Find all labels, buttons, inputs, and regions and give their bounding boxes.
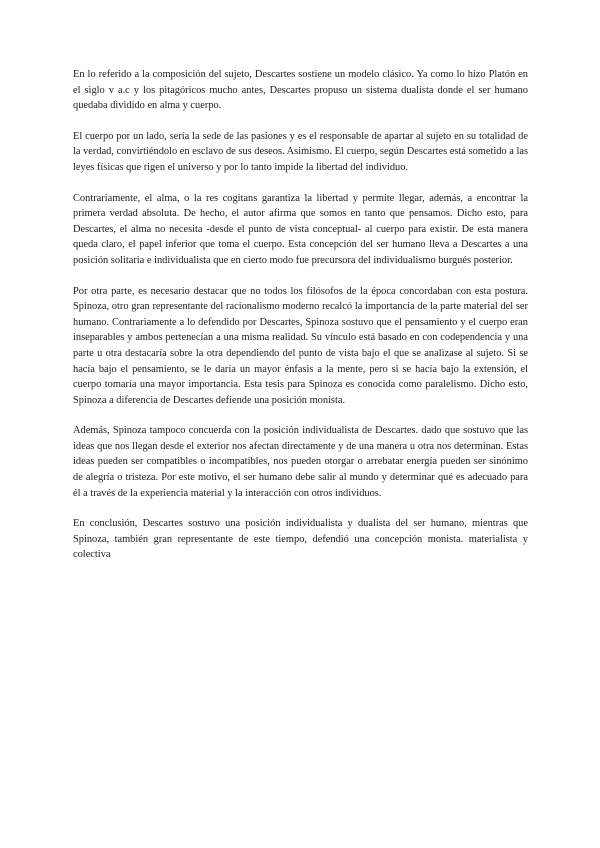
document-body [73, 67, 528, 578]
paragraph-spinoza-paralelismo: Por otra parte, es necesario destacar que no todos los filósofos de la época concordaban con esta postura. Spinoza, otro gran representante del racionalismo moderno recalcó la importancia de la parte material del ser humano. Contrariamente a lo defendido por Descartes, Spinoza sostuvo que el pensamiento y el cuerpo eran inseparables y ambos pertenecían a una misma realidad. Su vínculo está basado en con codependencia y una parte u otra destacaría sobre la otra dependiendo del punto de vista bajo el que se analizase al sujeto. Si se hacía bajo el pensamiento, se le daría un mayor énfasis a la mente, pero si se hacía bajo la extensión, el cuerpo tomaría una mayor importancia. Esta tesis para Spinoza es conocida como paralelismo. Dicho esto, Spinoza a diferencia de Descartes defiende una posición monista. [73, 285, 528, 406]
paragraph-spinoza-individualismo: Además, Spinoza tampoco concuerda con la posición individualista de Descartes. dado que sostuvo que las ideas que nos llegan desde el exterior nos afectan directamente y de una manera u otra nos determinan. Estas ideas pueden ser compatibles o incompatibles, nos pueden otorgar o arrebatar energía pueden ser sinónimo de alegría o tristeza. Por este motivo, el ser humano debe salir al mundo y determinar qué es adecuado para él a través de la experiencia material y la interacción con otros individuos. [73, 425, 528, 499]
paragraph-cuerpo: El cuerpo por un lado, sería la sede de las pasiones y es el responsable de apartar al sujeto en su totalidad de la verdad, convirtiéndolo en esclavo de sus deseos. Asimismo. El cuerpo, según Descartes está sometido a las leyes físicas que rigen el universo y por lo tanto impide la libertad del individuo. [73, 130, 528, 173]
paragraph-conclusion: En conclusión, Descartes sostuvo una posición individualista y dualista del ser humano, mientras que Spinoza, también gran representante de este tiempo, defendió una concepción monista. materialista y colectiva [73, 518, 528, 561]
paragraph-composicion-sujeto: En lo referido a la composición del sujeto, Descartes sostiene un modelo clásico. Ya como lo hizo Platón en el siglo v a.c y los pitagóricos mucho antes, Descartes propuso un sistema dualista donde el ser humano quedaba dividido en alma y cuerpo. [73, 69, 528, 112]
paragraph-alma: Contrariamente, el alma, o la res cogitans garantiza la libertad y permite llegar, además, a encontrar la primera verdad absoluta. De hecho, el autor afirma que somos en tanto que pensamos. Dicho esto, para Descartes, el alma no necesita -desde el punto de vista conceptual- al cuerpo para existir. De esta manera queda claro, el papel inferior que toma el cuerpo. Esta concepción del ser humano lleva a Descartes a una posición solitaria e individualista que en cierto modo fue precursora del individualismo burgués posterior. [73, 192, 528, 266]
